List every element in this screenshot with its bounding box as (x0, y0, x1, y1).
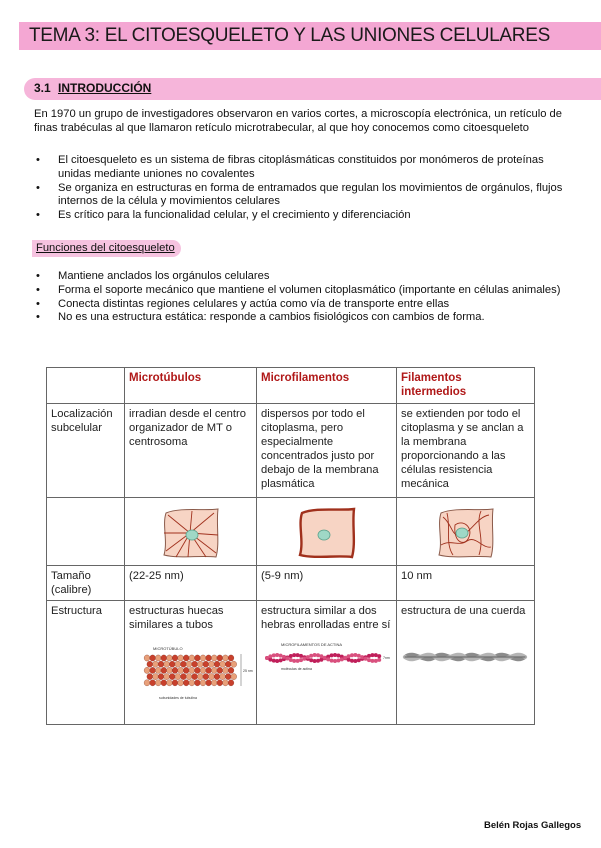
tubulin-bead (153, 661, 159, 667)
list-item: • Se organiza en estructuras en forma de entramados que regulan los movimientos de orgánulos, flujos internos de la célula y movimientos celulares (36, 181, 563, 208)
table-cell (125, 601, 257, 725)
table-cell (125, 498, 257, 566)
tubulin-bead (231, 661, 237, 667)
tubulin-bead (203, 674, 209, 680)
tubulin-bead (217, 655, 223, 661)
actin-bead (275, 653, 279, 657)
microtubule-label: MICROTÚBULO (153, 646, 183, 651)
bullet-icon: • (36, 297, 40, 310)
table-cell: se extienden por todo el citoplasma y se anclan a la membrana proporcionando a las células resistencia mecánica (397, 404, 535, 498)
table-header-microtubulos: Microtúbulos (125, 368, 257, 404)
tubulin-bead (183, 680, 189, 686)
list-item: • Mantiene anclados los orgánulos celulares (36, 270, 270, 282)
row-label-localizacion: Localización subcelular (47, 404, 125, 498)
tubulin-bead (155, 667, 161, 673)
tubulin-bead (158, 661, 164, 667)
tubulin-bead (175, 674, 181, 680)
table-header-filamentos-intermedios: Filamentos intermedios (397, 368, 535, 404)
table-cell: (22-25 nm) (125, 566, 257, 601)
row-label-estructura: Estructura (47, 601, 125, 725)
tubulin-bead (183, 667, 189, 673)
tubulin-bead (211, 667, 217, 673)
actin-bead (309, 654, 313, 658)
bullet-icon: • (36, 181, 40, 194)
tubulin-bead (169, 674, 175, 680)
cell-text: estructuras huecas similares a tubos (129, 605, 224, 631)
tubulin-bead (178, 680, 184, 686)
table-cell: dispersos por todo el citoplasma, pero especialmente concentrados justo por debajo de la membrana plasmática (257, 404, 397, 498)
tubulin-bead (147, 674, 153, 680)
tubulin-bead (192, 674, 198, 680)
tubulin-bead (209, 661, 215, 667)
tubulin-bead (228, 680, 234, 686)
actin-bead (350, 653, 354, 657)
tubulin-bead (189, 655, 195, 661)
tubulin-bead (181, 661, 187, 667)
tubulin-bead (164, 674, 170, 680)
table-header-empty (47, 368, 125, 404)
actin-bead (336, 659, 340, 663)
tubulin-bead (195, 667, 201, 673)
table-cell: (5-9 nm) (257, 566, 397, 601)
table-cell: 10 nm (397, 566, 535, 601)
tubulin-bead (155, 655, 161, 661)
actin-bead (302, 657, 306, 661)
tubulin-bead (206, 680, 212, 686)
actin-bead (347, 658, 351, 662)
tubulin-bead (223, 667, 229, 673)
actin-bead (370, 653, 374, 657)
tubulin-bead (161, 667, 167, 673)
microtubule-cell-illustration (158, 505, 224, 561)
tubulin-bead (225, 661, 231, 667)
list-item: • No es una estructura estática: responde a cambios fisiológicos con cambios de forma. (36, 311, 485, 324)
tubulin-bead (223, 655, 229, 661)
actin-bead (309, 658, 313, 662)
actin-bead (272, 653, 276, 657)
actin-bead (353, 653, 357, 657)
tubulin-bead (206, 655, 212, 661)
tubulin-bead (158, 674, 164, 680)
tubulin-bead (144, 680, 150, 686)
table-row (47, 601, 535, 725)
table-cell (257, 601, 397, 725)
actin-bead (275, 659, 279, 663)
bullet-icon: • (36, 311, 40, 324)
list-item: • Es crítico para la funcionalidad celular, y el crecimiento y diferenciación (36, 209, 411, 222)
bullet-icon: • (36, 154, 40, 166)
tubulin-bead (217, 680, 223, 686)
table-cell: irradian desde el centro organizador de MT o centrosoma (125, 404, 257, 498)
actin-subunit-label: moléculas de actina (281, 667, 312, 671)
actin-bead (370, 659, 374, 663)
table-header-row (47, 368, 535, 404)
actin-bead (268, 654, 272, 658)
cytoskeleton-table (46, 367, 535, 725)
intro-bullet-list (32, 154, 572, 223)
actin-bead (279, 658, 283, 662)
functions-heading: Funciones del citoesqueleto (32, 240, 181, 257)
actin-bead (285, 656, 289, 660)
functions-list (32, 270, 572, 325)
tubulin-bead (231, 674, 237, 680)
tubulin-bead (189, 667, 195, 673)
cell-text: estructura similar a dos hebras enrolladas entre sí (261, 605, 391, 631)
tubulin-bead (169, 661, 175, 667)
actin-bead (347, 654, 351, 658)
actin-bead (367, 654, 371, 658)
tubulin-bead (144, 667, 150, 673)
tubulin-bead (197, 661, 203, 667)
actin-bead (316, 653, 320, 657)
tubulin-bead (147, 661, 153, 667)
tubulin-bead (181, 674, 187, 680)
bullet-icon: • (36, 270, 40, 282)
tubulin-bead (172, 655, 178, 661)
actin-bead (289, 658, 293, 662)
tubulin-label: subunidades de tubulina (159, 696, 197, 700)
actin-bead (282, 655, 286, 659)
page-title: TEMA 3: EL CITOESQUELETO Y LAS UNIONES CELULARES (29, 25, 550, 46)
table-cell-empty (47, 498, 125, 566)
tubulin-bead (150, 680, 156, 686)
cell-text: estructura de una cuerda (401, 605, 526, 617)
actin-bead (374, 659, 378, 663)
microtubule-structure-illustration (129, 642, 253, 702)
tubulin-bead (172, 667, 178, 673)
actin-bead (306, 655, 310, 659)
tubulin-bead (167, 680, 173, 686)
tubulin-bead (228, 667, 234, 673)
actin-bead (292, 653, 296, 657)
table-row-images (47, 498, 535, 566)
tubulin-bead (211, 680, 217, 686)
tubulin-bead (167, 667, 173, 673)
tubulin-bead (178, 655, 184, 661)
table-row (47, 404, 535, 498)
list-item: • El citoesqueleto es un sistema de fibras citoplásmáticas constituidos por monómeros de proteínas unidas mediante uniones no covalentes (36, 154, 544, 180)
tubulin-bead (186, 661, 192, 667)
bullet-icon: • (36, 283, 40, 296)
tubulin-bead (150, 667, 156, 673)
tubulin-bead (195, 655, 201, 661)
tubulin-bead (200, 667, 206, 673)
actin-bead (319, 658, 323, 662)
tubulin-bead (217, 667, 223, 673)
tubulin-bead (161, 655, 167, 661)
table-cell (397, 498, 535, 566)
intermediate-filament-cell-illustration (433, 505, 499, 561)
tubulin-bead (144, 655, 150, 661)
actin-bead (367, 658, 371, 662)
tubulin-bead (214, 674, 220, 680)
actin-bead (360, 655, 364, 659)
table-row (47, 566, 535, 601)
tubulin-bead (178, 667, 184, 673)
actin-bead (377, 654, 381, 658)
tubulin-bead (150, 655, 156, 661)
tubulin-bead (228, 655, 234, 661)
list-item: • Conecta distintas regiones celulares y actúa como vía de transporte entre ellas (36, 297, 450, 310)
actin-label: MICROFILAMENTOS DE ACTINA (281, 642, 343, 647)
tubulin-bead (200, 680, 206, 686)
table-cell (257, 498, 397, 566)
actin-bead (374, 653, 378, 657)
microtubule-size-label: 25 nm (243, 669, 253, 673)
list-item: • Forma el soporte mecánico que mantiene el volumen citoplasmático (importante en células animales) (36, 283, 561, 296)
tubulin-bead (209, 674, 215, 680)
actin-bead (350, 659, 354, 663)
actin-size-label: 7nm (383, 656, 390, 660)
author-footer: Belén Rojas Gallegos (484, 820, 582, 831)
intro-paragraph: En 1970 un grupo de investigadores observaron en varios cortes, a microscopía electrónica, un retículo de finas trabéculas al que llamaron retículo microtrabecular, al que hoy conocemos como citoesqueleto (34, 108, 562, 134)
rope-structure-illustration (401, 640, 531, 674)
actin-structure-illustration (261, 638, 393, 678)
actin-bead (357, 654, 361, 658)
table-cell (397, 601, 535, 725)
tubulin-bead (164, 661, 170, 667)
actin-bead (316, 659, 320, 663)
tubulin-bead (220, 674, 226, 680)
actin-bead (272, 659, 276, 663)
table-header-microfilamentos: Microfilamentos (257, 368, 397, 404)
actin-bead (326, 657, 330, 661)
actin-bead (299, 658, 303, 662)
actin-bead (299, 654, 303, 658)
tubulin-bead (167, 655, 173, 661)
tubulin-bead (192, 661, 198, 667)
actin-bead (265, 656, 269, 660)
tubulin-bead (220, 661, 226, 667)
actin-bead (319, 654, 323, 658)
actin-bead (330, 659, 334, 663)
tubulin-bead (214, 661, 220, 667)
tubulin-bead (206, 667, 212, 673)
actin-bead (289, 654, 293, 658)
tubulin-bead (186, 674, 192, 680)
tubulin-bead (161, 680, 167, 686)
actin-bead (364, 657, 368, 661)
tubulin-bead (225, 674, 231, 680)
tubulin-bead (200, 655, 206, 661)
tubulin-bead (189, 680, 195, 686)
actin-bead (340, 657, 344, 661)
tubulin-bead (197, 674, 203, 680)
tubulin-bead (211, 655, 217, 661)
tubulin-bead (155, 680, 161, 686)
tubulin-bead (153, 674, 159, 680)
actin-bead (313, 659, 317, 663)
actin-bead (296, 659, 300, 663)
section-number: 3.1 (34, 81, 51, 95)
actin-bead (333, 659, 337, 663)
tubulin-bead (223, 680, 229, 686)
title-bar (19, 22, 601, 50)
actin-bead (296, 653, 300, 657)
tubulin-bead (203, 661, 209, 667)
actin-bead (357, 658, 361, 662)
actin-bead (292, 659, 296, 663)
actin-bead (323, 656, 327, 660)
actin-bead (336, 653, 340, 657)
tubulin-bead (195, 680, 201, 686)
tubulin-bead (172, 680, 178, 686)
tubulin-bead (175, 661, 181, 667)
actin-bead (343, 656, 347, 660)
section-title: INTRODUCCIÓN (58, 81, 152, 95)
actin-bead (330, 653, 334, 657)
tubulin-bead (183, 655, 189, 661)
actin-bead (333, 653, 337, 657)
row-label-tamano: Tamaño (calibre) (47, 566, 125, 601)
actin-bead (313, 653, 317, 657)
actin-bead (353, 659, 357, 663)
section-heading (24, 78, 601, 100)
actin-bead (377, 658, 381, 662)
bullet-icon: • (36, 209, 40, 222)
microfilament-cell-illustration (294, 505, 360, 561)
actin-bead (279, 654, 283, 658)
